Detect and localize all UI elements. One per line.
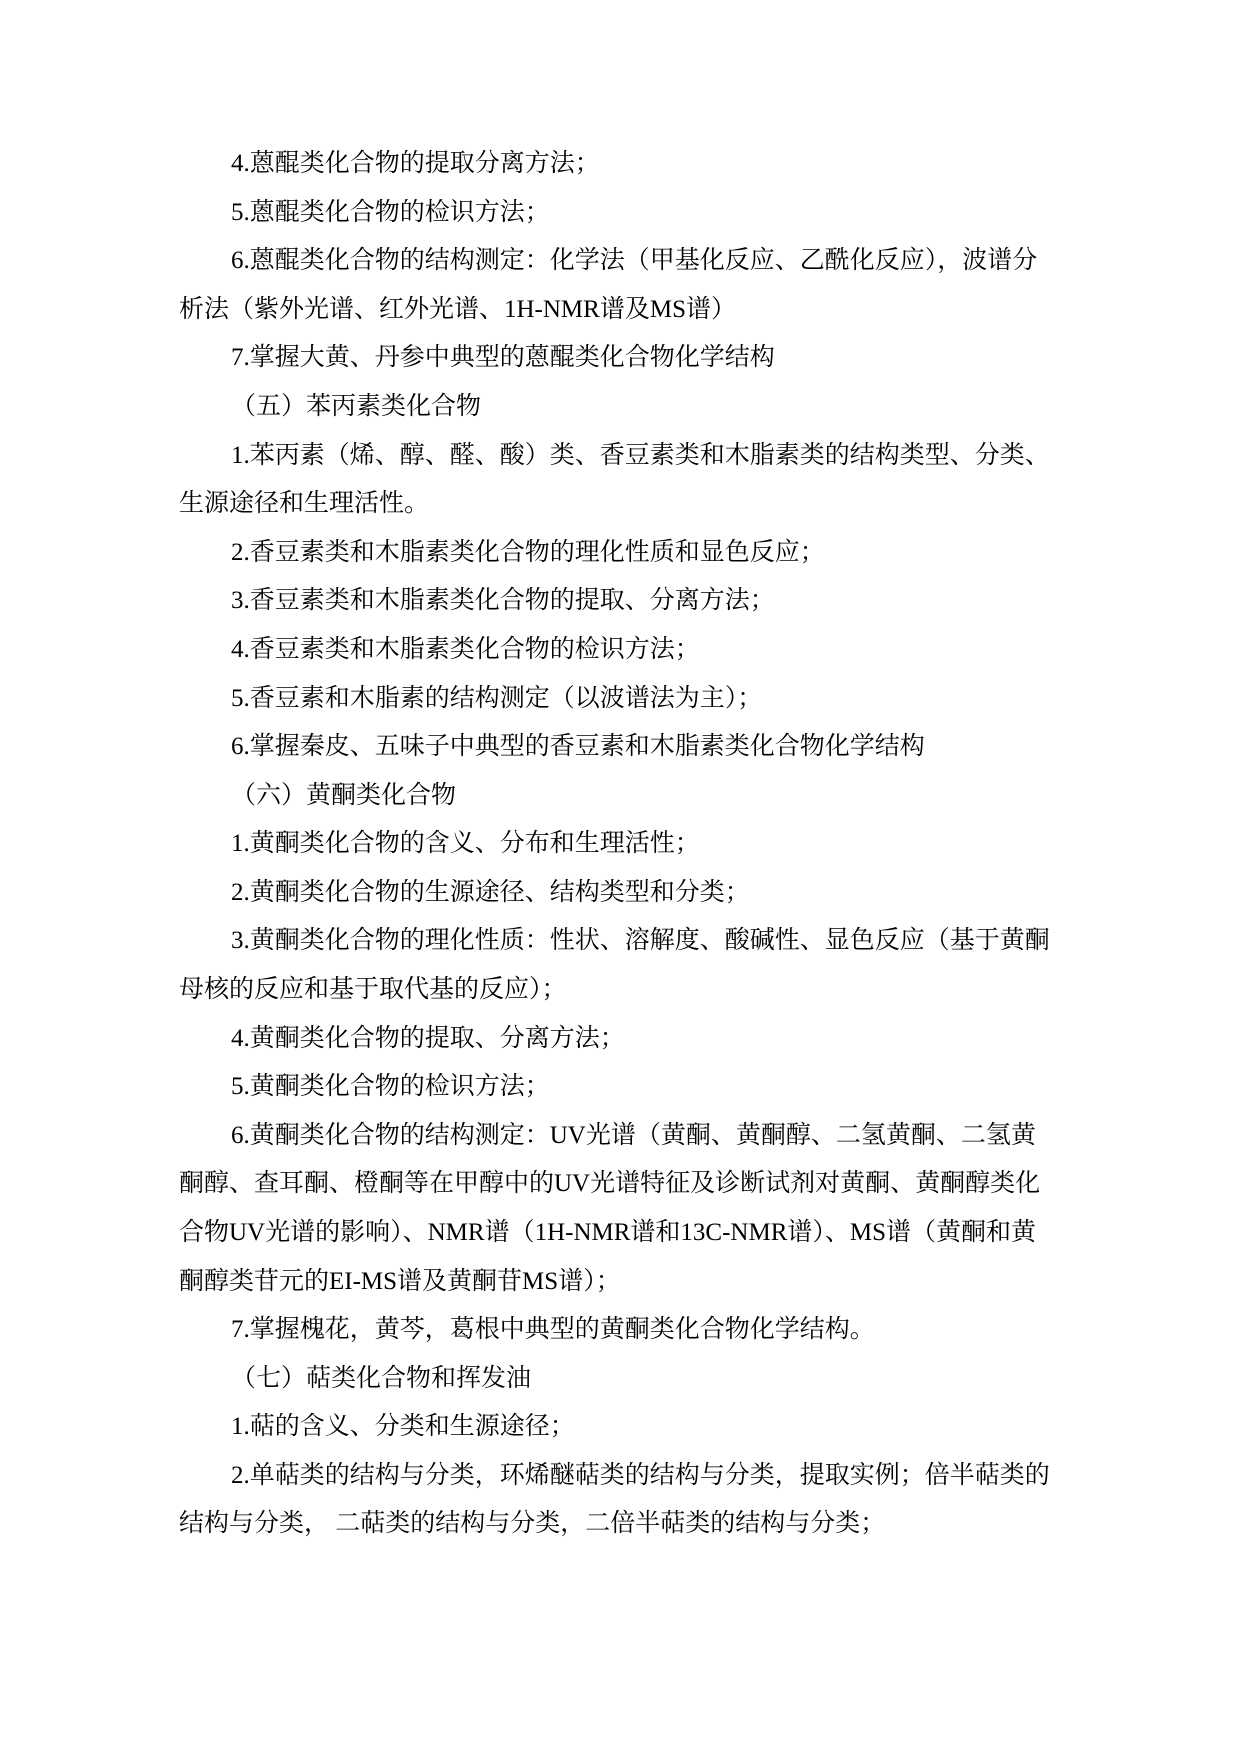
- section-heading: （五）苯丙素类化合物: [231, 393, 482, 420]
- text-line: 合物UV光谱的影响）、NMR谱（1H-NMR谱和13C-NMR谱）、MS谱（黄酮和黄: [179, 1219, 1036, 1246]
- text-line: 5.香豆素和木脂素的结构测定（以波谱法为主）；: [231, 685, 763, 712]
- section-heading: （六）黄酮类化合物: [231, 782, 457, 809]
- section-heading: （七）萜类化合物和挥发油: [231, 1365, 532, 1392]
- text-line: 5.黄酮类化合物的检识方法；: [231, 1073, 550, 1100]
- text-line: 3.黄酮类化合物的理化性质：性状、溶解度、酸碱性、显色反应（基于黄酮: [231, 927, 1050, 954]
- text-line: 母核的反应和基于取代基的反应）；: [179, 976, 567, 1003]
- text-line: 6.掌握秦皮、五味子中典型的香豆素和木脂素类化合物化学结构: [231, 733, 925, 760]
- text-line: 生源途径和生理活性。: [179, 490, 430, 517]
- text-line: 析法（紫外光谱、红外光谱、1H-NMR谱及MS谱）: [179, 296, 736, 323]
- text-line: 4.蒽醌类化合物的提取分离方法；: [231, 150, 600, 177]
- text-line: 6.蒽醌类化合物的结构测定：化学法（甲基化反应、乙酰化反应），波谱分: [231, 247, 1038, 274]
- text-line: 7.掌握槐花，黄芩，葛根中典型的黄酮类化合物化学结构。: [231, 1316, 875, 1343]
- text-line: 2.单萜类的结构与分类，环烯醚萜类的结构与分类，提取实例；倍半萜类的: [231, 1462, 1050, 1489]
- text-line: 1.苯丙素（烯、醇、醛、酸）类、香豆素类和木脂素类的结构类型、分类、: [231, 442, 1050, 469]
- text-line: 结构与分类， 二萜类的结构与分类，二倍半萜类的结构与分类；: [179, 1510, 886, 1537]
- text-line: 3.香豆素类和木脂素类化合物的提取、分离方法；: [231, 587, 775, 614]
- text-line: 7.掌握大黄、丹参中典型的蒽醌类化合物化学结构: [231, 344, 775, 371]
- text-line: 2.香豆素类和木脂素类化合物的理化性质和显色反应；: [231, 539, 825, 566]
- text-line: 1.黄酮类化合物的含义、分布和生理活性；: [231, 830, 700, 857]
- text-line: 酮醇、查耳酮、橙酮等在甲醇中的UV光谱特征及诊断试剂对黄酮、黄酮醇类化: [179, 1170, 1041, 1197]
- text-line: 4.黄酮类化合物的提取、分离方法；: [231, 1025, 625, 1052]
- text-line: 酮醇类苷元的EI-MS谱及黄酮苷MS谱）；: [179, 1268, 621, 1295]
- text-line: 4.香豆素类和木脂素类化合物的检识方法；: [231, 636, 700, 663]
- text-line: 6.黄酮类化合物的结构测定：UV光谱（黄酮、黄酮醇、二氢黄酮、二氢黄: [231, 1122, 1036, 1149]
- text-line: 1.萜的含义、分类和生源途径；: [231, 1413, 575, 1440]
- text-line: 5.蒽醌类化合物的检识方法；: [231, 199, 550, 226]
- text-line: 2.黄酮类化合物的生源途径、结构类型和分类；: [231, 879, 750, 906]
